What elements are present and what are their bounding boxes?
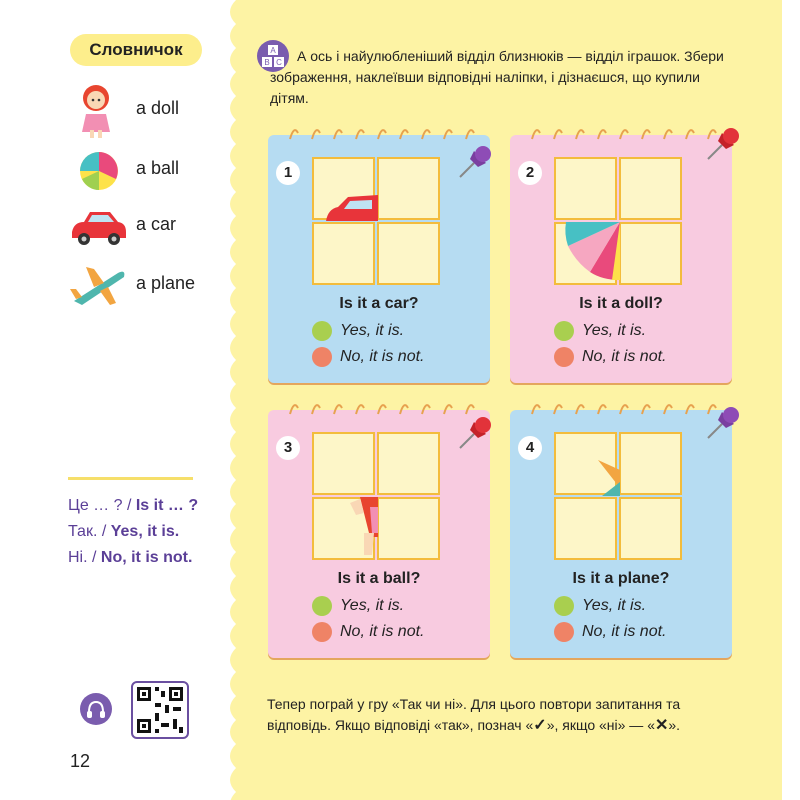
no-dot[interactable] <box>554 347 574 367</box>
ball-fragment-icon <box>562 222 620 280</box>
pushpin-icon <box>704 402 744 442</box>
card-4: 4 Is it a plane? Yes, it is. No, it is not. <box>510 410 732 658</box>
spiral-ring <box>312 130 320 139</box>
vocab-item-car <box>68 198 228 254</box>
spiral-ring <box>598 405 606 414</box>
yes-dot[interactable] <box>554 596 574 616</box>
spiral-ring <box>312 405 320 414</box>
spiral-ring <box>554 405 562 414</box>
spiral-ring <box>664 405 672 414</box>
car-icon <box>68 198 130 254</box>
spiral-ring <box>642 405 650 414</box>
doll-fragment-icon <box>350 497 378 557</box>
spiral-ring <box>334 130 342 139</box>
spiral-ring <box>532 130 540 139</box>
pushpin-icon <box>456 412 496 452</box>
sticker-slot[interactable] <box>554 497 617 560</box>
game-instructions: Тепер пограй у гру «Так чи ні». Для цього повтори запитання та відповідь. Якщо відповіді «так», познач «✓», якщо «ні» — «✕». <box>267 696 681 734</box>
spiral-rings <box>510 400 732 422</box>
svg-text:B: B <box>264 58 270 67</box>
sticker-slot[interactable] <box>554 157 617 220</box>
spiral-ring <box>378 130 386 139</box>
spiral-ring <box>576 405 584 414</box>
card-3: 3 Is it a ball? Yes, it is. No, it is not. <box>268 410 490 658</box>
vocab-word: a doll <box>136 98 180 118</box>
sticker-slot[interactable] <box>312 432 375 495</box>
spiral-ring <box>356 130 364 139</box>
sticker-slot[interactable] <box>619 432 682 495</box>
spiral-ring <box>444 405 452 414</box>
divider <box>68 477 193 480</box>
vocabulary-title: Словничок <box>70 34 202 66</box>
yes-dot[interactable] <box>312 321 332 341</box>
question: Is it a plane? <box>572 570 670 587</box>
question: Is it a car? <box>339 295 419 312</box>
sticker-slot[interactable] <box>312 222 375 285</box>
phrase-no: Ні. / No, it is not. <box>68 549 193 566</box>
spiral-ring <box>400 130 408 139</box>
audio-icon[interactable] <box>80 693 112 725</box>
spiral-ring <box>356 405 364 414</box>
spiral-ring <box>576 130 584 139</box>
page-number: 12 <box>70 751 91 771</box>
spiral-ring <box>444 130 452 139</box>
spiral-ring <box>686 405 694 414</box>
spiral-ring <box>664 130 672 139</box>
no-dot[interactable] <box>554 622 574 642</box>
sticker-slot[interactable] <box>377 157 440 220</box>
sticker-slot[interactable] <box>377 432 440 495</box>
svg-text:A: A <box>270 46 276 55</box>
no-dot[interactable] <box>312 347 332 367</box>
vocab-item-doll <box>68 82 228 138</box>
card-number: 3 <box>276 436 300 460</box>
card-number: 2 <box>518 161 542 185</box>
spiral-ring <box>642 130 650 139</box>
vocab-item-ball <box>68 142 228 198</box>
card-number: 1 <box>276 161 300 185</box>
no-dot[interactable] <box>312 622 332 642</box>
sticker-slot[interactable] <box>377 222 440 285</box>
spiral-ring <box>290 130 298 139</box>
sticker-slot[interactable] <box>619 222 682 285</box>
plane-icon <box>68 257 130 313</box>
spiral-rings <box>510 125 732 147</box>
card-number: 4 <box>518 436 542 460</box>
pushpin-icon <box>704 123 744 163</box>
yes-dot[interactable] <box>312 596 332 616</box>
spiral-ring <box>400 405 408 414</box>
vocab-word: a car <box>136 214 177 234</box>
spiral-ring <box>554 130 562 139</box>
spiral-ring <box>620 130 628 139</box>
question: Is it a doll? <box>579 295 663 312</box>
card-1: 1 Is it a car? Yes, it is. No, it is not. <box>268 135 490 383</box>
sticker-grid[interactable] <box>312 157 442 287</box>
yes-dot[interactable] <box>554 321 574 341</box>
doll-icon <box>68 82 130 138</box>
spiral-ring <box>686 130 694 139</box>
vocab-word: a ball <box>136 158 180 178</box>
sticker-slot[interactable] <box>619 157 682 220</box>
car-fragment-icon <box>326 191 378 221</box>
sticker-grid[interactable] <box>554 157 684 287</box>
svg-text:C: C <box>276 58 282 67</box>
spiral-ring <box>422 405 430 414</box>
spiral-ring <box>422 130 430 139</box>
qr-code[interactable] <box>131 681 189 739</box>
sticker-slot[interactable] <box>377 497 440 560</box>
question: Is it a ball? <box>337 570 421 587</box>
intro-text: А ось і найулюбленіший відділ близнюків — відділ іграшок. Збери зображення, наклеївши відповідні наліпки, і дізнаєшся, що купили дітям. <box>270 48 724 106</box>
phrase-yes: Так. / Yes, it is. <box>68 523 180 540</box>
spiral-ring <box>334 405 342 414</box>
ball-icon <box>68 142 130 198</box>
spiral-ring <box>598 130 606 139</box>
card-2: 2 Is it a doll? Yes, it is. No, it is not. <box>510 135 732 383</box>
sticker-grid[interactable] <box>312 432 442 562</box>
cross-icon: ✕ <box>654 717 669 734</box>
spiral-ring <box>466 130 474 139</box>
plane-fragment-icon <box>598 460 620 496</box>
spiral-ring <box>532 405 540 414</box>
wavy-edge <box>222 0 252 800</box>
vocabulary-column <box>0 0 250 800</box>
vocab-item-plane <box>68 257 228 313</box>
phrase-question: Це … ? / Is it … ? <box>68 497 199 514</box>
sticker-slot[interactable] <box>619 497 682 560</box>
vocab-word: a plane <box>136 273 196 293</box>
sticker-grid[interactable] <box>554 432 684 562</box>
check-icon: ✓ <box>533 717 547 734</box>
pushpin-icon <box>456 141 496 181</box>
spiral-ring <box>290 405 298 414</box>
spiral-ring <box>620 405 628 414</box>
spiral-ring <box>378 405 386 414</box>
